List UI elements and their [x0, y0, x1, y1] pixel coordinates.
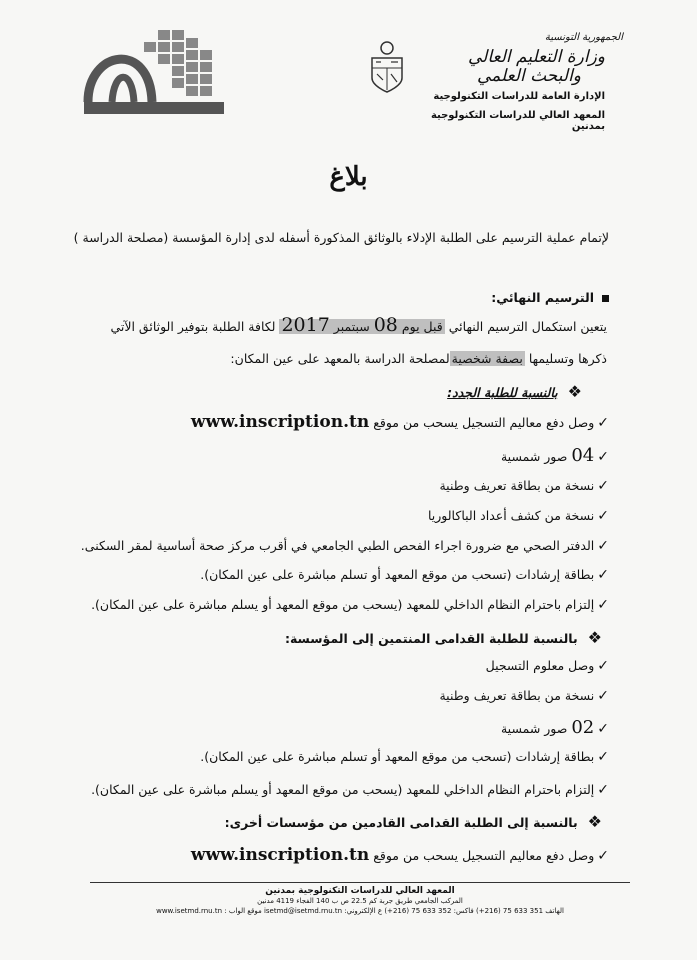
check-mark-icon: ✓	[597, 688, 609, 704]
institute-logo	[80, 20, 230, 120]
inscription-link[interactable]: www.inscription.tn	[190, 845, 370, 865]
ministry-name-line1: وزارة التعليم العالي	[467, 47, 605, 67]
list-item: ✓الدفتر الصحي مع ضرورة اجراء الفحص الطبي الجامعي في أقرب مركز صحة أساسية لمقر السكنى.	[80, 538, 609, 554]
check-mark-icon: ✓	[597, 782, 609, 798]
intro-paragraph: لإتمام عملية الترسيم على الطلبة الإدلاء بالوثائق المذكورة أسفله لدى إدارة المؤسسة (مصلحة الدراسة )	[73, 230, 609, 245]
institute-name: المعهد العالي للدراسات التكنولوجية بمدنين	[430, 110, 605, 132]
old-students-heading: ❖بالنسبة للطلبة القدامى المنتمين إلى المؤسسة:	[284, 628, 602, 647]
final-registration-line2: ذكرها وتسليمها بصفة شخصيةلمصلحة الدراسة بالمعهد على عين المكان:	[230, 351, 607, 366]
list-item: ✓وصل دفع معاليم التسجيل يسحب من موقع www.inscription.tn	[190, 845, 609, 865]
square-bullet-icon	[602, 295, 609, 302]
check-mark-icon: ✓	[597, 848, 609, 864]
diamond-bullet-icon: ❖	[567, 382, 582, 401]
check-mark-icon: ✓	[597, 721, 609, 737]
check-mark-icon: ✓	[597, 415, 609, 431]
list-item: ✓بطاقة إرشادات (تسحب من موقع المعهد أو تسلم مباشرة على عين المكان).	[200, 567, 609, 583]
footer-institute-name: المعهد العالي للدراسات التكنولوجية بمدنين	[265, 886, 455, 896]
check-mark-icon: ✓	[597, 449, 609, 465]
transfer-students-heading: ❖بالنسبة إلى الطلبة القدامى القادمين من مؤسسات أخرى:	[224, 812, 602, 831]
final-registration-line1: يتعين استكمال الترسيم النهائي قبل يوم 08 سبتمبر 2017 لكافة الطلبة بتوفير الوثائق الآتي	[110, 314, 607, 336]
list-item: ✓04 صور شمسية	[500, 445, 609, 466]
republic-label: الجمهورية التونسية	[544, 32, 623, 43]
footer-address: المركب الجامعي طريق جربة كم 22.5 ص ب 140 الفجاء 4119 مدنين	[257, 897, 463, 905]
check-mark-icon: ✓	[597, 597, 609, 613]
header-ministry-block	[405, 32, 623, 132]
check-mark-icon: ✓	[597, 658, 609, 674]
footer-contact: الهاتف 351 633 75 (216+) فاكس: 352 633 75 (216+) ع الإلكتروني: isetmd@isetmd.rnu.tn موقع الواب : www.isetmd.rnu.tn	[156, 907, 564, 915]
final-registration-heading: الترسيم النهائي:	[49, 290, 609, 305]
check-mark-icon: ✓	[597, 567, 609, 583]
check-mark-icon: ✓	[597, 749, 609, 765]
tunisia-emblem-icon	[367, 40, 407, 95]
list-item: ✓بطاقة إرشادات (تسحب من موقع المعهد أو تسلم مباشرة على عين المكان).	[200, 749, 609, 765]
list-item: ✓نسخة من كشف أعداد الباكالوريا	[427, 508, 609, 524]
new-students-heading: ❖بالنسبة للطلبة الجدد:	[447, 382, 582, 401]
list-item: ✓نسخة من بطاقة تعريف وطنية	[439, 478, 609, 494]
ministry-name-line2: والبحث العلمي	[476, 66, 581, 86]
page-title: بلاغ	[329, 162, 368, 192]
list-item: ✓إلتزام باحترام النظام الداخلي للمعهد (يسحب من موقع المعهد أو يسلم مباشرة على عين المكان).	[91, 782, 609, 798]
inscription-link[interactable]: www.inscription.tn	[190, 412, 370, 432]
check-mark-icon: ✓	[597, 538, 609, 554]
list-item: ✓02 صور شمسية	[500, 717, 609, 738]
in-person-highlight: بصفة شخصية	[451, 351, 523, 366]
footer-divider	[90, 882, 630, 883]
diamond-bullet-icon: ❖	[587, 812, 602, 831]
list-item: ✓وصل معلوم التسجيل	[485, 658, 609, 674]
diamond-bullet-icon: ❖	[587, 628, 602, 647]
list-item: ✓إلتزام باحترام النظام الداخلي للمعهد (يسحب من موقع المعهد أو يسلم مباشرة على عين المكان).	[91, 597, 609, 613]
deadline-highlight: قبل يوم 08 سبتمبر 2017	[281, 314, 443, 336]
footer	[90, 886, 630, 916]
check-mark-icon: ✓	[597, 508, 609, 524]
check-mark-icon: ✓	[597, 478, 609, 494]
list-item: ✓وصل دفع معاليم التسجيل يسحب من موقع www.inscription.tn	[190, 412, 609, 432]
list-item: ✓نسخة من بطاقة تعريف وطنية	[439, 688, 609, 704]
general-directorate: الإدارة العامة للدراسات التكنولوجية	[433, 91, 605, 102]
